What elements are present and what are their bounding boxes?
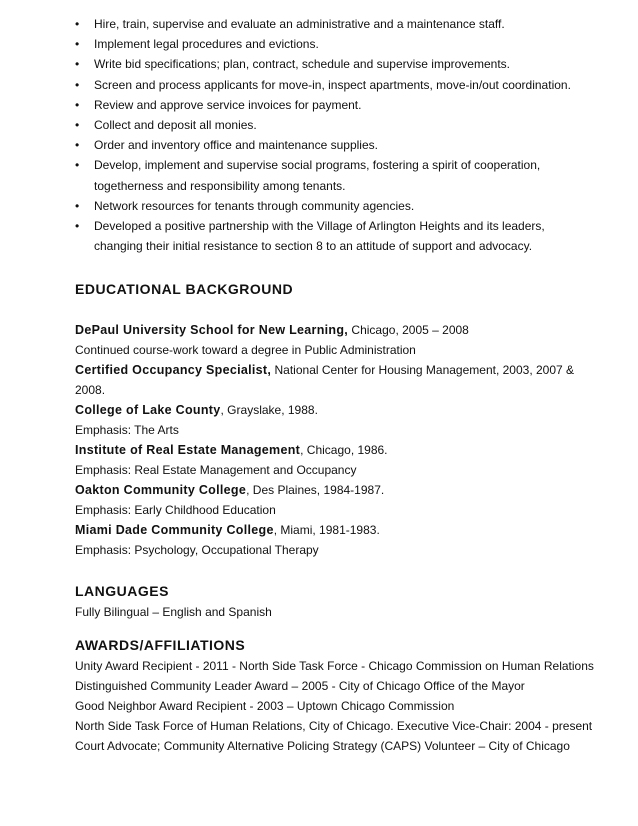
bullet-icon: • bbox=[75, 138, 80, 153]
institution-detail: Chicago, 2005 – 2008 bbox=[348, 323, 469, 337]
education-entry bbox=[75, 480, 605, 500]
list-item bbox=[75, 14, 615, 34]
award-item: Good Neighbor Award Recipient - 2003 – Uptown Chicago Commission bbox=[75, 699, 455, 713]
institution-detail: , Des Plaines, 1984-1987. bbox=[246, 483, 385, 497]
list-item bbox=[75, 95, 615, 115]
institution-detail: , Grayslake, 1988. bbox=[220, 403, 318, 417]
bullet-icon: • bbox=[75, 57, 80, 72]
institution-name: Oakton Community College bbox=[75, 483, 247, 497]
awards-section bbox=[75, 656, 605, 756]
award-item: Distinguished Community Leader Award – 2005 - City of Chicago Office of the Mayor bbox=[75, 679, 525, 693]
duty-text: Screen and process applicants for move-in, inspect apartments, move-in/out coordination. bbox=[94, 77, 571, 92]
duty-text: Implement legal procedures and evictions. bbox=[94, 37, 319, 52]
education-entry bbox=[75, 360, 605, 400]
list-item bbox=[75, 216, 564, 256]
award-item: North Side Task Force of Human Relations, City of Chicago. Executive Vice-Chair: 2004 - present bbox=[75, 719, 593, 733]
education-entry bbox=[75, 440, 605, 460]
duty-text: Order and inventory office and maintenance supplies. bbox=[94, 138, 378, 153]
list-item bbox=[75, 115, 615, 135]
list-item bbox=[75, 196, 615, 216]
education-note: Emphasis: The Arts bbox=[75, 423, 179, 437]
award-item: Court Advocate; Community Alternative Policing Strategy (CAPS) Volunteer – City of Chicago bbox=[75, 739, 570, 753]
bullet-icon: • bbox=[75, 118, 80, 133]
list-item bbox=[75, 34, 615, 54]
list-item bbox=[75, 135, 615, 155]
languages-heading: LANGUAGES bbox=[75, 583, 169, 599]
education-heading: EDUCATIONAL BACKGROUND bbox=[75, 281, 294, 297]
bullet-icon: • bbox=[75, 198, 80, 213]
duty-text: Developed a positive partnership with the Village of Arlington Heights and its leaders, changing their initial resistance to section 8 to an attitude of support and advocacy. bbox=[94, 219, 545, 254]
education-note: Emphasis: Early Childhood Education bbox=[75, 503, 276, 517]
duty-text: Develop, implement and supervise social programs, fostering a spirit of cooperation, togetherness and responsibility among tenants. bbox=[94, 158, 541, 193]
list-item bbox=[75, 54, 615, 74]
education-section bbox=[75, 320, 605, 560]
bullet-icon: • bbox=[75, 158, 80, 173]
bullet-icon: • bbox=[75, 17, 80, 31]
institution-detail: National Center for Housing Management, 2003, 2007 & 2008. bbox=[75, 363, 575, 397]
education-note: Emphasis: Psychology, Occupational Therapy bbox=[75, 543, 319, 557]
languages-section bbox=[75, 602, 605, 622]
duties-list bbox=[75, 14, 615, 256]
list-item bbox=[75, 75, 615, 95]
institution-name: DePaul University School for New Learning, bbox=[75, 323, 349, 337]
bullet-icon: • bbox=[75, 77, 80, 92]
bullet-icon: • bbox=[75, 97, 80, 112]
institution-name: Certified Occupancy Specialist, bbox=[75, 363, 272, 377]
institution-name: Miami Dade Community College bbox=[75, 523, 274, 537]
languages-text: Fully Bilingual – English and Spanish bbox=[75, 605, 272, 619]
duty-text: Write bid specifications; plan, contract, schedule and supervise improvements. bbox=[94, 57, 510, 72]
list-item bbox=[75, 155, 564, 195]
institution-name: Institute of Real Estate Management bbox=[75, 443, 301, 457]
education-entry bbox=[75, 520, 605, 540]
education-entry bbox=[75, 320, 605, 340]
award-item: Unity Award Recipient - 2011 - North Side Task Force - Chicago Commission on Human Relations bbox=[75, 659, 594, 673]
duty-text: Collect and deposit all monies. bbox=[94, 118, 257, 133]
institution-name: College of Lake County bbox=[75, 403, 221, 417]
education-entry bbox=[75, 400, 605, 420]
institution-detail: , Miami, 1981-1983. bbox=[273, 523, 380, 537]
education-note: Continued course-work toward a degree in Public Administration bbox=[75, 343, 416, 357]
bullet-icon: • bbox=[75, 219, 80, 234]
duty-text: Network resources for tenants through community agencies. bbox=[94, 198, 415, 213]
awards-heading: AWARDS/AFFILIATIONS bbox=[75, 637, 246, 653]
bullet-icon: • bbox=[75, 37, 80, 52]
education-note: Emphasis: Real Estate Management and Occupancy bbox=[75, 463, 357, 477]
duty-text: Hire, train, supervise and evaluate an administrative and a maintenance staff. bbox=[94, 17, 505, 31]
institution-detail: , Chicago, 1986. bbox=[300, 443, 388, 457]
duty-text: Review and approve service invoices for payment. bbox=[94, 97, 362, 112]
